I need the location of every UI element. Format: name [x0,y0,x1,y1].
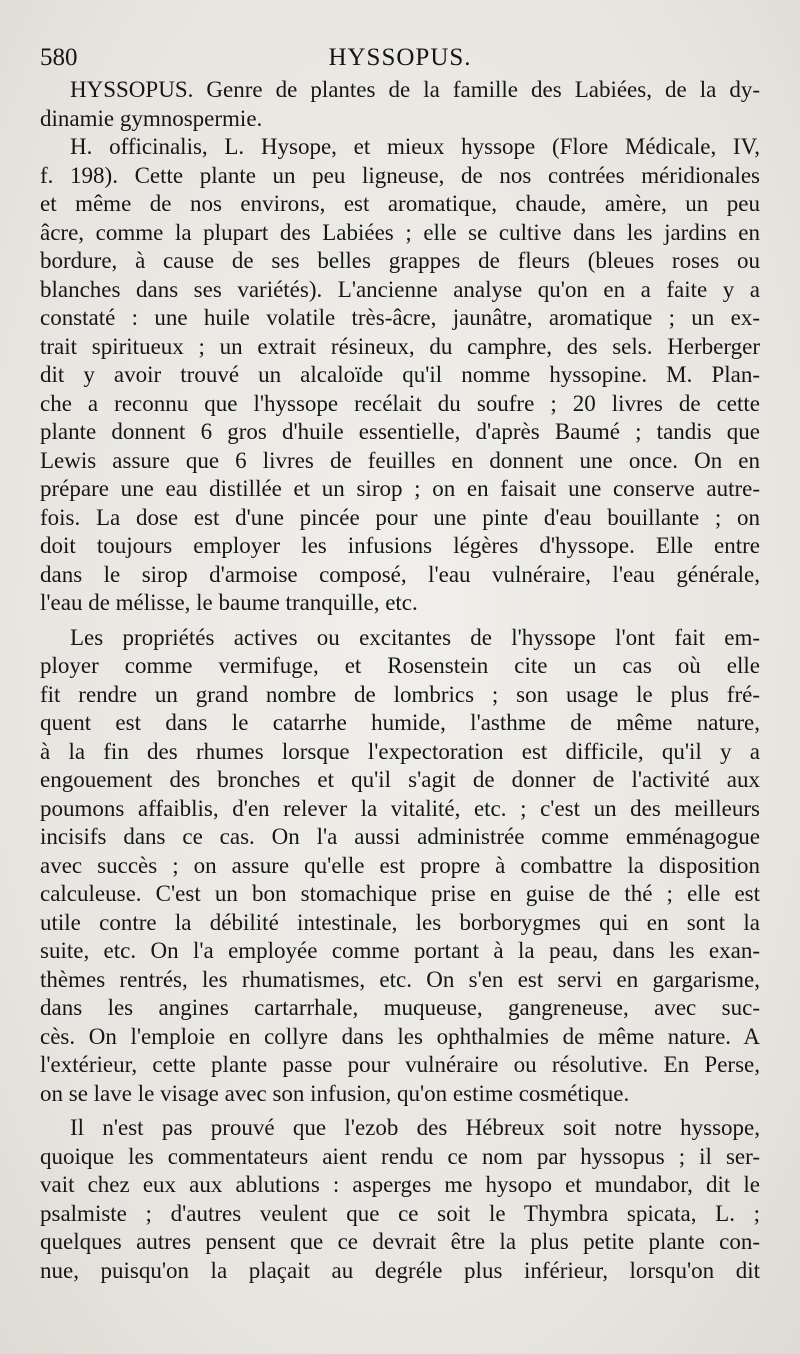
text-line: âcre, comme la plupart des Labiées ; elle se cultive dans les jardins en [40,219,760,245]
text-line: che a reconnu que l'hyssope recélait du soufre ; 20 livres de cette [40,390,760,416]
text-line: fit rendre un grand nombre de lombrics ; son usage le plus fré- [40,681,760,707]
text-line: nue, puisqu'on la plaçait au degréle plus inférieur, lorsqu'on dit [40,1257,760,1283]
text-line: calculeuse. C'est un bon stomachique prise en guise de thé ; elle est [40,881,760,906]
text-line: l'extérieur, cette plante passe pour vulnéraire ou résolutive. En Perse, [40,1052,760,1077]
text-line: constaté : une huile volatile très-âcre, jaunâtre, aromatique ; un ex- [40,305,760,330]
text-line: quent est dans le catarrhe humide, l'asthme de même nature, [40,710,760,735]
text-line: incisifs dans ce cas. On l'a aussi administrée comme emménagogue [40,824,760,849]
paragraph-medical-properties [40,624,760,1109]
text-line: dit y avoir trouvé un alcaloïde qu'il nomme hyssopine. M. Plan- [40,362,760,387]
text-line: vait chez eux aux ablutions : asperges me hysopo et mundabor, dit le [40,1172,760,1197]
paragraph-ezob-history [40,1114,760,1285]
running-head [40,40,760,76]
text-line: thèmes rentrés, les rhumatismes, etc. On s'en est servi en gargarisme, [40,966,760,992]
text-line: HYSSOPUS. Genre de plantes de la famille des Labiées, de la dy- [70,77,760,102]
text-line: dans le sirop d'armoise composé, l'eau vulnéraire, l'eau générale, [40,561,760,587]
text-line: Les propriétés actives ou excitantes de l'hyssope l'ont fait em- [70,624,760,650]
text-line: ployer comme vermifuge, et Rosenstein cite un cas où elle [40,653,760,678]
text-line: prépare une eau distillée et un sirop ; on en faisait une conserve autre- [40,476,760,501]
text-line: plante donnent 6 gros d'huile essentielle, d'après Baumé ; tandis que [40,419,760,444]
text-line: dans les angines cartarrhale, muqueuse, gangreneuse, avec suc- [40,995,760,1020]
text-line: on se lave le visage avec son infusion, qu'on estime cosmétique. [40,1080,630,1106]
text-line: poumons affaiblis, d'en relever la vitalité, etc. ; c'est un des meilleurs [40,795,760,821]
paragraph-officinalis-description [40,133,760,618]
running-title: HYSSOPUS. [328,44,472,71]
text-line: quoique les commentateurs aient rendu ce nom par hyssopus ; il ser- [40,1143,760,1169]
text-line: suite, etc. On l'a employée comme portant à la peau, dans les exan- [40,938,760,963]
text-line: dinamie gymnospermie. [40,105,263,131]
text-line: psalmiste ; d'autres veulent que ce soit le Thymbra spicata, L. ; [40,1200,760,1226]
text-line: et même de nos environs, est aromatique, chaude, amère, un peu [40,191,760,216]
page-number: 580 [40,44,78,71]
text-line: f. 198). Cette plante un peu ligneuse, de nos contrées méridionales [40,162,760,188]
text-line: H. officinalis, L. Hysope, et mieux hyssope (Flore Médicale, IV, [70,134,760,159]
text-line: utile contre la débilité intestinale, les borborygmes qui en sont la [40,909,760,935]
text-line: quelques autres pensent que ce devrait être la plus petite plante con- [40,1229,760,1254]
text-line: à la fin des rhumes lorsque l'expectoration est difficile, qu'il y a [40,738,760,764]
paragraph-genus-definition [40,76,760,133]
text-line: l'eau de mélisse, le baume tranquille, etc. [40,590,418,615]
text-line: blanches dans ses variétés). L'ancienne analyse qu'on en a faite y a [40,276,760,302]
text-line: Il n'est pas prouvé que l'ezob des Hébreux soit notre hyssope, [70,1115,760,1140]
text-line: avec succès ; on assure qu'elle est propre à combattre la disposition [40,852,760,878]
text-line: engouement des bronches et qu'il s'agit de donner de l'activité aux [40,767,760,792]
text-line: Lewis assure que 6 livres de feuilles en donnent une once. On en [40,447,760,473]
text-line: fois. La dose est d'une pincée pour une pinte d'eau bouillante ; on [40,504,760,530]
text-line: bordure, à cause de ses belles grappes de fleurs (bleues roses ou [40,248,760,273]
text-line: doit toujours employer les infusions légères d'hyssope. Elle entre [40,533,760,558]
text-line: trait spiritueux ; un extrait résineux, du camphre, des sels. Herberger [40,333,760,359]
text-line: cès. On l'emploie en collyre dans les ophthalmies de même nature. A [40,1023,760,1049]
body-text [40,76,760,1285]
